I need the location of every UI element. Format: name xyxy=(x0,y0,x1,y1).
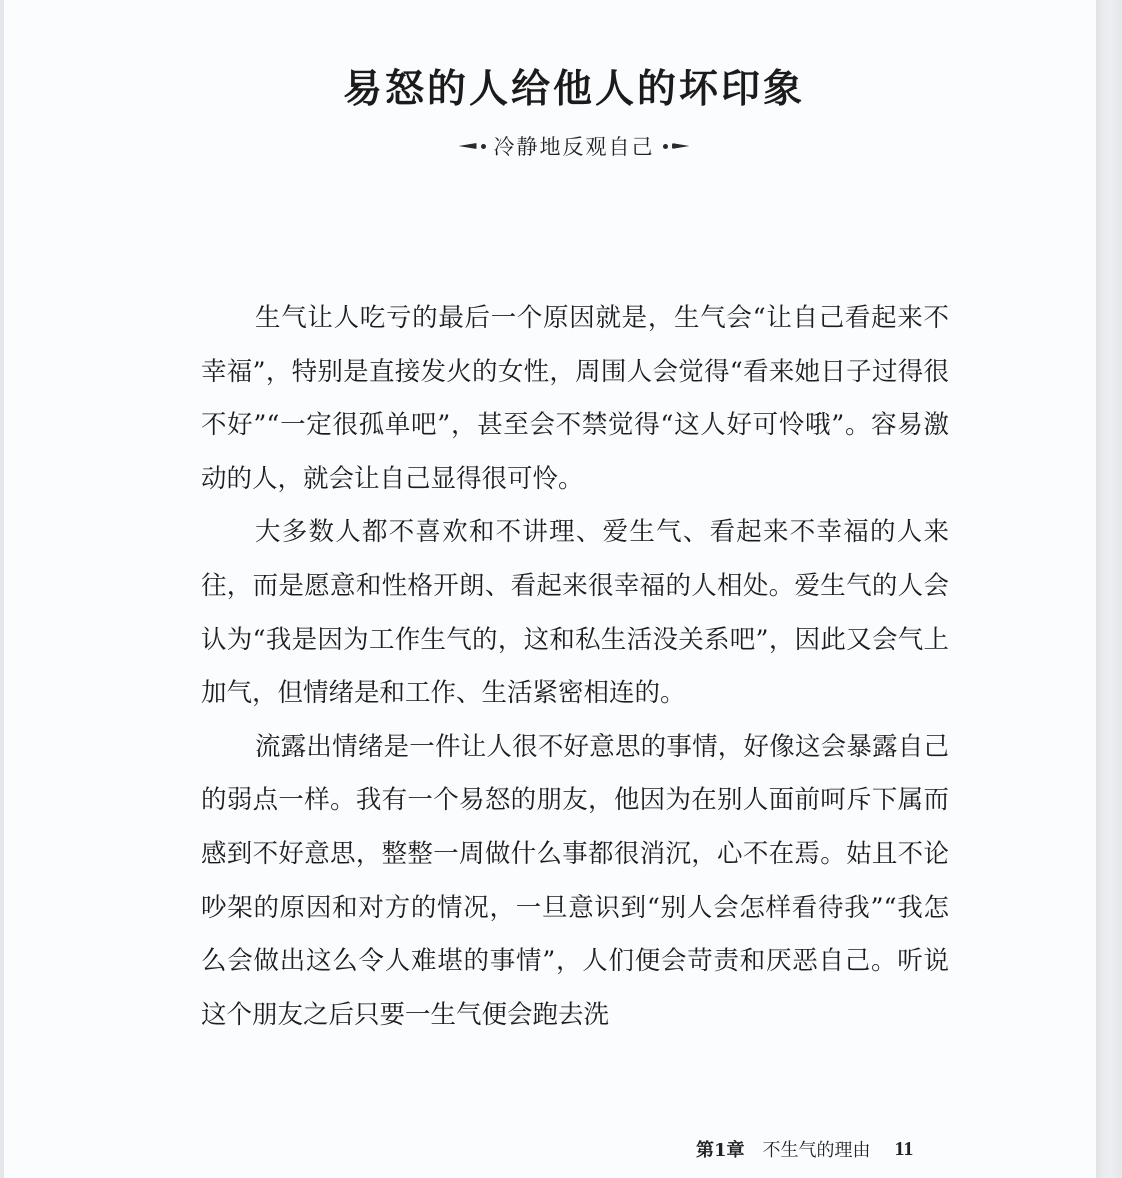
page-subtitle: 冷静地反观自己 xyxy=(493,135,655,159)
paragraph: 生气让人吃亏的最后一个原因就是，生气会“让自己看起来不幸福”，特别是直接发火的女性，周围人会觉得“看来她日子过得很不好”“一定很孤单吧”，甚至会不禁觉得“这人好可怜哦”。容易激动的人，就会让自己显得很可怜。 xyxy=(201,303,949,494)
book-page xyxy=(4,0,1096,1178)
chapter-label: 第1章 xyxy=(696,1140,745,1161)
paragraph: 流露出情绪是一件让人很不好意思的事情，好像这会暴露自己的弱点一样。我有一个易怒的朋友，他因为在别人面前呵斥下属而感到不好意思，整整一周做什么事都很消沉，心不在焉。姑且不论吵架的原因和对方的情况，一旦意识到“别人会怎样看待我”“我怎么会做出这么令人难堪的事情”，人们便会苛责和厌恶自己。听说这个朋友之后只要一生气便会跑去洗 xyxy=(201,731,949,1030)
subtitle-row xyxy=(4,131,1122,161)
page-right-edge xyxy=(1096,0,1122,1178)
page-footer xyxy=(696,1136,913,1162)
chapter-title: 不生气的理由 xyxy=(762,1140,871,1161)
page-title: 易怒的人给他人的坏印象 xyxy=(342,66,805,112)
left-ornament-icon xyxy=(459,143,486,149)
page-number: 11 xyxy=(894,1137,914,1160)
right-ornament-icon xyxy=(663,143,690,149)
paragraph: 大多数人都不喜欢和不讲理、爱生气、看起来不幸福的人来往，而是愿意和性格开朗、看起来很幸福的人相处。爱生气的人会认为“我是因为工作生气的，这和私生活没关系吧”，因此又会气上加气，但情绪是和工作、生活紧密相连的。 xyxy=(201,517,949,709)
body-text xyxy=(201,292,949,1042)
